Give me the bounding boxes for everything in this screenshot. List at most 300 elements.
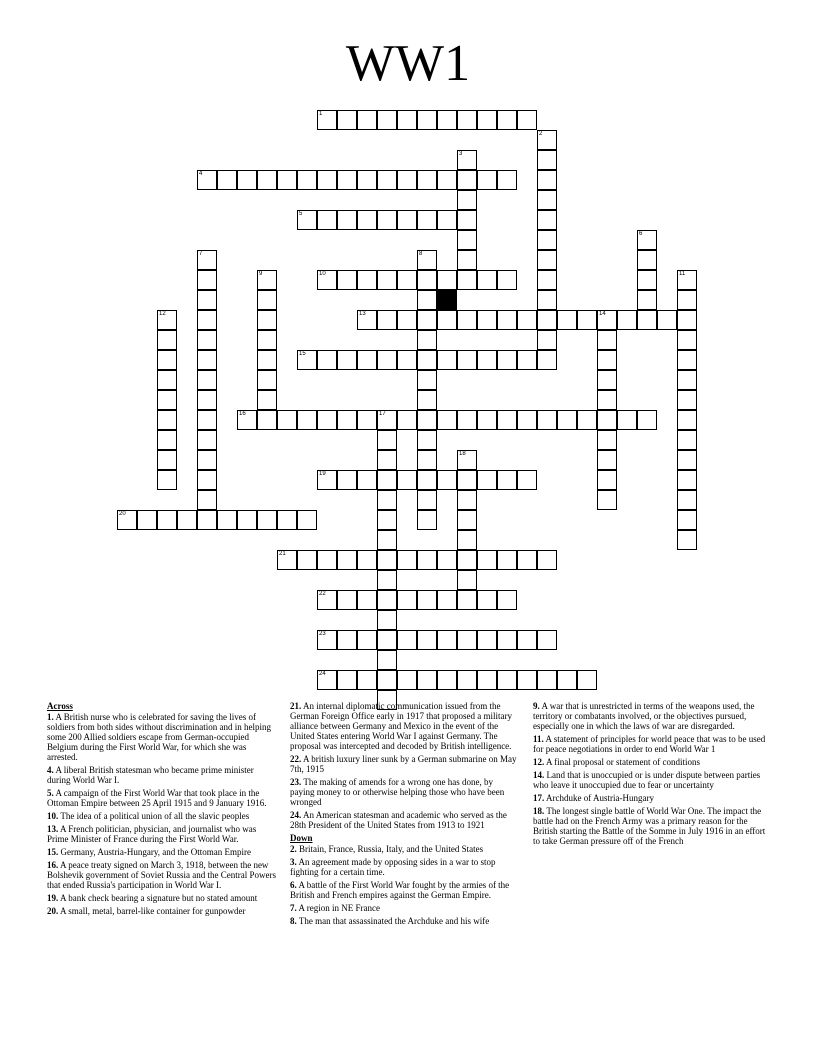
grid-cell[interactable] [357, 270, 377, 290]
grid-cell[interactable] [677, 330, 697, 350]
grid-cell[interactable] [437, 210, 457, 230]
grid-cell[interactable] [377, 530, 397, 550]
grid-cell[interactable] [277, 510, 297, 530]
grid-cell[interactable] [397, 210, 417, 230]
grid-cell[interactable] [677, 370, 697, 390]
grid-cell[interactable] [497, 410, 517, 430]
grid-cell[interactable] [597, 350, 617, 370]
grid-cell[interactable] [237, 170, 257, 190]
grid-cell[interactable] [537, 670, 557, 690]
grid-cell[interactable] [117, 510, 137, 530]
grid-cell[interactable] [377, 350, 397, 370]
grid-cell[interactable] [257, 290, 277, 310]
grid-cell[interactable] [397, 550, 417, 570]
grid-cell[interactable] [417, 350, 437, 370]
grid-cell[interactable] [377, 470, 397, 490]
clue-text: A small, metal, barrel-like container for gunpowder [58, 906, 246, 916]
grid-cell[interactable] [377, 310, 397, 330]
clue-number: 24 [319, 671, 326, 677]
grid-cell[interactable] [417, 210, 437, 230]
grid-cell[interactable] [497, 550, 517, 570]
grid-cell[interactable] [177, 510, 197, 530]
grid-cell[interactable] [457, 670, 477, 690]
grid-cell[interactable] [197, 270, 217, 290]
grid-cell[interactable] [477, 590, 497, 610]
grid-cell[interactable] [477, 670, 497, 690]
grid-cell[interactable] [557, 410, 577, 430]
grid-cell[interactable] [337, 470, 357, 490]
grid-cell[interactable] [337, 270, 357, 290]
grid-cell[interactable] [317, 630, 337, 650]
grid-cell[interactable] [497, 270, 517, 290]
grid-cell[interactable] [457, 450, 477, 470]
grid-cell[interactable] [377, 110, 397, 130]
grid-cell[interactable] [377, 650, 397, 670]
grid-cell[interactable] [257, 170, 277, 190]
grid-cell[interactable] [297, 210, 317, 230]
grid-cell[interactable] [677, 450, 697, 470]
grid-cell[interactable] [677, 430, 697, 450]
grid-cell[interactable] [677, 270, 697, 290]
grid-cell[interactable] [197, 170, 217, 190]
clue-number: 23 [319, 631, 326, 637]
grid-cell[interactable] [197, 470, 217, 490]
grid-cell[interactable] [257, 310, 277, 330]
grid-cell[interactable] [397, 110, 417, 130]
grid-cell[interactable] [337, 410, 357, 430]
grid-cell[interactable] [437, 590, 457, 610]
grid-cell[interactable] [497, 590, 517, 610]
clue-number: 10 [319, 271, 326, 277]
grid-cell[interactable] [457, 110, 477, 130]
grid-cell[interactable] [197, 290, 217, 310]
grid-cell[interactable] [537, 130, 557, 150]
grid-cell[interactable] [357, 630, 377, 650]
grid-cell[interactable] [397, 470, 417, 490]
grid-cell[interactable] [617, 410, 637, 430]
grid-cell[interactable] [317, 550, 337, 570]
grid-cell[interactable] [637, 250, 657, 270]
grid-cell[interactable] [537, 230, 557, 250]
grid-cell[interactable] [417, 330, 437, 350]
grid-cell[interactable] [157, 470, 177, 490]
grid-cell[interactable] [377, 570, 397, 590]
grid-cell[interactable] [197, 450, 217, 470]
grid-cell[interactable] [437, 410, 457, 430]
grid-cell[interactable] [537, 210, 557, 230]
grid-cell[interactable] [577, 310, 597, 330]
grid-cell[interactable] [437, 170, 457, 190]
grid-cell[interactable] [157, 330, 177, 350]
grid-cell[interactable] [317, 210, 337, 230]
grid-cell[interactable] [677, 530, 697, 550]
grid-cell[interactable] [497, 470, 517, 490]
grid-cell[interactable] [397, 410, 417, 430]
down-clue [533, 701, 768, 731]
grid-cell[interactable] [677, 290, 697, 310]
grid-cell[interactable] [297, 350, 317, 370]
clue-text: The making of amends for a wrong one has done, by paying money to or otherwise helping those who have been wronged [290, 777, 505, 807]
grid-cell[interactable] [437, 470, 457, 490]
down-clue-list-continued [533, 701, 768, 846]
grid-cell[interactable] [437, 550, 457, 570]
down-clue [533, 734, 768, 754]
grid-cell[interactable] [157, 510, 177, 530]
grid-cell[interactable] [537, 290, 557, 310]
clue-text: A region in NE France [296, 903, 380, 913]
across-clue [290, 701, 519, 751]
clue-number: 4 [199, 171, 203, 177]
clue-number: 17 [379, 411, 386, 417]
grid-cell[interactable] [477, 170, 497, 190]
grid-cell[interactable] [597, 330, 617, 350]
grid-cell[interactable] [457, 410, 477, 430]
grid-cell[interactable] [317, 170, 337, 190]
grid-cell[interactable] [337, 670, 357, 690]
grid-cell[interactable] [417, 630, 437, 650]
grid-cell[interactable] [457, 550, 477, 570]
clue-number-label: 15. [47, 847, 59, 857]
grid-cell[interactable] [577, 670, 597, 690]
across-clue-list [47, 712, 279, 916]
grid-cell[interactable] [537, 630, 557, 650]
grid-cell[interactable] [657, 310, 677, 330]
grid-cell[interactable] [537, 270, 557, 290]
grid-cell[interactable] [297, 550, 317, 570]
grid-cell[interactable] [477, 310, 497, 330]
grid-cell[interactable] [157, 410, 177, 430]
grid-cell[interactable] [377, 590, 397, 610]
grid-cell[interactable] [497, 170, 517, 190]
grid-cell[interactable] [637, 290, 657, 310]
grid-cell[interactable] [337, 630, 357, 650]
grid-cell[interactable] [677, 410, 697, 430]
grid-cell[interactable] [197, 430, 217, 450]
grid-cell[interactable] [497, 670, 517, 690]
clue-number-label: 18. [533, 806, 545, 816]
grid-cell[interactable] [597, 410, 617, 430]
grid-cell[interactable] [417, 430, 437, 450]
grid-cell[interactable] [497, 310, 517, 330]
grid-cell[interactable] [677, 350, 697, 370]
grid-cell[interactable] [517, 470, 537, 490]
grid-cell[interactable] [537, 250, 557, 270]
grid-cell[interactable] [437, 630, 457, 650]
grid-cell[interactable] [457, 630, 477, 650]
grid-cell[interactable] [457, 570, 477, 590]
clue-number: 5 [299, 211, 303, 217]
clue-number-label: 13. [47, 824, 59, 834]
grid-cell[interactable] [197, 490, 217, 510]
grid-cell[interactable] [457, 310, 477, 330]
grid-cell[interactable] [157, 350, 177, 370]
clue-number-label: 4. [47, 765, 54, 775]
grid-cell[interactable] [477, 350, 497, 370]
clue-number: 18 [459, 451, 466, 457]
grid-cell[interactable] [357, 470, 377, 490]
grid-cell[interactable] [377, 410, 397, 430]
grid-cell[interactable] [237, 510, 257, 530]
grid-cell[interactable] [337, 110, 357, 130]
grid-cell[interactable] [457, 250, 477, 270]
grid-cell[interactable] [217, 510, 237, 530]
grid-cell[interactable] [357, 170, 377, 190]
down-clue-list [290, 844, 519, 926]
grid-cell[interactable] [257, 330, 277, 350]
grid-cell[interactable] [597, 450, 617, 470]
clue-number: 13 [359, 311, 366, 317]
grid-cell[interactable] [457, 470, 477, 490]
grid-cell[interactable] [417, 310, 437, 330]
clue-number-label: 16. [47, 860, 59, 870]
grid-cell[interactable] [197, 370, 217, 390]
grid-cell[interactable] [417, 270, 437, 290]
grid-cell[interactable] [357, 350, 377, 370]
grid-cell[interactable] [677, 490, 697, 510]
grid-cell[interactable] [517, 310, 537, 330]
grid-cell[interactable] [437, 270, 457, 290]
grid-cell[interactable] [257, 270, 277, 290]
grid-cell[interactable] [457, 150, 477, 170]
grid-cell[interactable] [597, 370, 617, 390]
grid-cell[interactable] [377, 430, 397, 450]
grid-cell[interactable] [437, 670, 457, 690]
grid-cell[interactable] [497, 350, 517, 370]
grid-cell[interactable] [477, 550, 497, 570]
grid-cell[interactable] [317, 590, 337, 610]
grid-cell[interactable] [417, 370, 437, 390]
grid-cell[interactable] [257, 390, 277, 410]
grid-cell[interactable] [197, 310, 217, 330]
grid-cell[interactable] [297, 170, 317, 190]
grid-cell[interactable] [457, 270, 477, 290]
grid-cell[interactable] [457, 190, 477, 210]
grid-cell[interactable] [417, 490, 437, 510]
grid-cell[interactable] [397, 350, 417, 370]
grid-cell[interactable] [457, 590, 477, 610]
grid-cell[interactable] [677, 470, 697, 490]
grid-cell[interactable] [197, 330, 217, 350]
grid-cell[interactable] [417, 670, 437, 690]
grid-cell[interactable] [537, 550, 557, 570]
grid-cell[interactable] [537, 350, 557, 370]
grid-cell[interactable] [397, 590, 417, 610]
grid-cell[interactable] [457, 510, 477, 530]
grid-cell[interactable] [597, 490, 617, 510]
grid-cell[interactable] [537, 410, 557, 430]
grid-cell[interactable] [477, 630, 497, 650]
grid-cell[interactable] [317, 270, 337, 290]
grid-cell[interactable] [517, 350, 537, 370]
grid-cell[interactable] [317, 110, 337, 130]
grid-cell[interactable] [357, 210, 377, 230]
grid-cell[interactable] [377, 270, 397, 290]
clue-number-label: 20. [47, 906, 59, 916]
grid-cell[interactable] [357, 310, 377, 330]
grid-cell[interactable] [277, 170, 297, 190]
grid-cell[interactable] [577, 410, 597, 430]
clue-number-label: 23. [290, 777, 302, 787]
grid-cell[interactable] [517, 630, 537, 650]
grid-cell[interactable] [157, 430, 177, 450]
grid-cell[interactable] [457, 490, 477, 510]
across-clue-list-continued [290, 701, 519, 830]
clue-number-label: 21. [290, 701, 302, 711]
grid-cell[interactable] [497, 110, 517, 130]
grid-cell[interactable] [397, 170, 417, 190]
grid-cell[interactable] [377, 450, 397, 470]
grid-cell[interactable] [397, 670, 417, 690]
clue-number-label: 9. [533, 701, 540, 711]
grid-cell[interactable] [477, 110, 497, 130]
grid-cell[interactable] [457, 350, 477, 370]
grid-cell[interactable] [337, 210, 357, 230]
grid-cell[interactable] [377, 210, 397, 230]
grid-cell[interactable] [457, 210, 477, 230]
clue-text: A liberal British statesman who became prime minister during World War I. [47, 765, 254, 785]
grid-cell[interactable] [537, 310, 557, 330]
grid-cell[interactable] [537, 330, 557, 350]
grid-cell[interactable] [677, 510, 697, 530]
grid-cell[interactable] [197, 510, 217, 530]
grid-cell[interactable] [317, 410, 337, 430]
clue-number: 19 [319, 471, 326, 477]
grid-cell[interactable] [197, 390, 217, 410]
grid-cell[interactable] [417, 170, 437, 190]
grid-cell[interactable] [217, 170, 237, 190]
grid-cell[interactable] [357, 410, 377, 430]
grid-cell[interactable] [377, 610, 397, 630]
grid-cell[interactable] [157, 450, 177, 470]
grid-cell[interactable] [437, 110, 457, 130]
across-clue [47, 893, 279, 903]
grid-cell[interactable] [417, 250, 437, 270]
grid-cell[interactable] [397, 270, 417, 290]
grid-cell[interactable] [257, 510, 277, 530]
clue-text: Land that is unoccupied or is under dispute between parties who leave it unoccupied due to fear or uncertainty [533, 770, 761, 790]
grid-cell[interactable] [597, 430, 617, 450]
grid-cell[interactable] [337, 170, 357, 190]
grid-cell[interactable] [417, 510, 437, 530]
grid-cell[interactable] [597, 470, 617, 490]
grid-cell[interactable] [317, 670, 337, 690]
grid-cell[interactable] [517, 550, 537, 570]
grid-cell[interactable] [157, 370, 177, 390]
clue-text: An agreement made by opposing sides in a war to stop fighting for a certain time. [290, 857, 496, 877]
clue-text: The longest single battle of World War One. The impact the battle had on the French Army was a primary reason for the British starting the Battle of the Somme in July 1916 in an effort to take German pressure off of the French [533, 806, 766, 846]
clues-column-1 [47, 701, 279, 919]
clue-number: 3 [459, 151, 463, 157]
grid-cell[interactable] [297, 410, 317, 430]
grid-cell[interactable] [637, 310, 657, 330]
grid-cell[interactable] [337, 350, 357, 370]
grid-cell[interactable] [517, 670, 537, 690]
grid-cell[interactable] [157, 390, 177, 410]
grid-cell[interactable] [357, 670, 377, 690]
grid-cell[interactable] [337, 590, 357, 610]
grid-cell[interactable] [557, 670, 577, 690]
grid-cell[interactable] [197, 410, 217, 430]
grid-cell[interactable] [677, 390, 697, 410]
grid-cell[interactable] [397, 310, 417, 330]
grid-cell[interactable] [477, 270, 497, 290]
down-clue [533, 793, 768, 803]
grid-cell[interactable] [317, 470, 337, 490]
grid-cell[interactable] [417, 290, 437, 310]
grid-cell[interactable] [537, 170, 557, 190]
grid-cell[interactable] [277, 550, 297, 570]
grid-cell[interactable] [537, 150, 557, 170]
grid-cell[interactable] [357, 590, 377, 610]
grid-cell[interactable] [277, 410, 297, 430]
grid-cell[interactable] [417, 450, 437, 470]
grid-cell[interactable] [197, 250, 217, 270]
grid-cell[interactable] [377, 510, 397, 530]
clue-number-label: 11. [533, 734, 544, 744]
grid-cell[interactable] [417, 590, 437, 610]
grid-cell[interactable] [377, 550, 397, 570]
grid-cell[interactable] [377, 170, 397, 190]
grid-cell[interactable] [397, 630, 417, 650]
grid-cell[interactable] [257, 410, 277, 430]
grid-cell[interactable] [637, 410, 657, 430]
grid-cell[interactable] [597, 390, 617, 410]
clue-number-label: 10. [47, 811, 59, 821]
grid-cell[interactable] [257, 370, 277, 390]
grid-cell[interactable] [437, 350, 457, 370]
grid-cell[interactable] [457, 230, 477, 250]
grid-cell[interactable] [317, 350, 337, 370]
grid-cell[interactable] [517, 410, 537, 430]
grid-cell[interactable] [137, 510, 157, 530]
grid-cell[interactable] [457, 530, 477, 550]
grid-cell[interactable] [417, 470, 437, 490]
grid-cell[interactable] [417, 410, 437, 430]
grid-cell[interactable] [457, 170, 477, 190]
grid-cell[interactable] [617, 310, 637, 330]
clue-text: An internal diplomatic communication issued from the German Foreign Office early in 1917 that proposed a military alliance between Germany and Mexico in the event of the United States entering World War I against Germany. The proposal was intercepted and decoded by British intelligence. [290, 701, 513, 751]
grid-cell[interactable] [597, 310, 617, 330]
grid-cell[interactable] [157, 310, 177, 330]
grid-cell[interactable] [637, 270, 657, 290]
grid-cell[interactable] [357, 110, 377, 130]
grid-cell[interactable] [417, 550, 437, 570]
grid-cell[interactable] [557, 310, 577, 330]
grid-cell[interactable] [297, 510, 317, 530]
grid-cell[interactable] [437, 310, 457, 330]
grid-cell[interactable] [197, 350, 217, 370]
grid-cell[interactable] [477, 410, 497, 430]
down-heading: Down [290, 833, 313, 843]
down-clue [533, 770, 768, 790]
grid-cell[interactable] [417, 390, 437, 410]
grid-cell[interactable] [637, 230, 657, 250]
grid-cell[interactable] [677, 310, 697, 330]
grid-cell[interactable] [477, 470, 497, 490]
grid-cell[interactable] [497, 630, 517, 650]
grid-cell[interactable] [377, 670, 397, 690]
down-clue [290, 844, 519, 854]
grid-cell[interactable] [357, 550, 377, 570]
grid-cell[interactable] [257, 350, 277, 370]
grid-cell[interactable] [337, 550, 357, 570]
grid-cell[interactable] [417, 110, 437, 130]
grid-cell[interactable] [237, 410, 257, 430]
grid-cell[interactable] [377, 490, 397, 510]
grid-cell[interactable] [517, 110, 537, 130]
grid-cell[interactable] [537, 190, 557, 210]
grid-cell[interactable] [377, 630, 397, 650]
